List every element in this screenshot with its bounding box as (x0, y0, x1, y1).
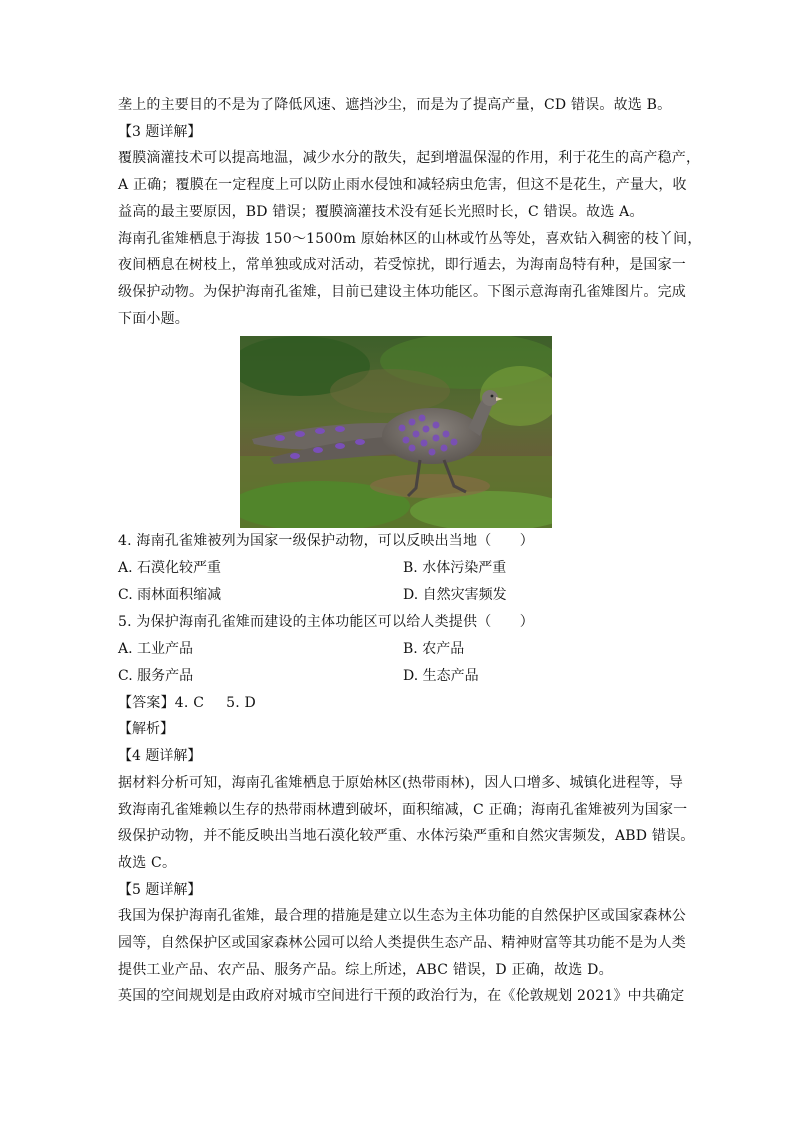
text-line: 垄上的主要目的不是为了降低风速、遮挡沙尘，而是为了提高产量，CD 错误。故选 B。 (118, 97, 672, 113)
q4-option-b: B. 水体污染严重 (403, 560, 507, 577)
answer-line (118, 690, 678, 717)
question-5-options-row-1 (118, 636, 678, 663)
q5-option-a: A. 工业产品 (118, 640, 194, 657)
peacock-pheasant-photo (240, 336, 552, 528)
text-line: 我国为保护海南孔雀雉，最合理的措施是建立以生态为主体功能的自然保护区或国家森林公 (118, 908, 686, 925)
analysis-heading: 【解析】 (118, 721, 174, 738)
text-line: 益高的最主要原因，BD 错误；覆膜滴灌技术没有延长光照时长，C 错误。故选 A。 (118, 203, 644, 220)
text-line: 致海南孔雀雉赖以生存的热带雨林遭到破坏，面积缩减，C 正确；海南孔雀雉被列为国家一 (118, 801, 688, 818)
answer-label: 【答案】4. C (118, 694, 205, 711)
question-5-options-row-2 (118, 663, 678, 690)
text-line: A 正确；覆膜在一定程度上可以防止雨水侵蚀和减轻病虫危害，但这不是花生，产量大，收 (118, 177, 687, 194)
answer-q5: 5. D (226, 694, 256, 711)
text-line: 园等，自然保护区或国家森林公园可以给人类提供生态产品、精神财富等其功能不是为人类 (118, 935, 686, 952)
question-4-options-row-2 (118, 582, 678, 609)
q4-option-d: D. 自然灾害频发 (403, 587, 507, 604)
text-line: 覆膜滴灌技术可以提高地温，减少水分的散失，起到增温保湿的作用，利于花生的高产稳产， (118, 150, 701, 167)
q4-option-c: C. 雨林面积缩减 (118, 587, 222, 604)
text-line: 故选 C。 (118, 854, 177, 871)
text-line: 夜间栖息在树枝上，常单独或成对活动，若受惊扰，即行遁去，为海南岛特有种，是国家一 (118, 257, 686, 274)
text-line: 级保护动物。为保护海南孔雀雉，目前已建设主体功能区。下图示意海南孔雀雉图片。完成 (118, 283, 686, 300)
section-heading-q5: 【5 题详解】 (118, 881, 202, 898)
q5-option-d: D. 生态产品 (403, 667, 479, 684)
section-heading-q3: 【3 题详解】 (118, 123, 202, 140)
text-line: 级保护动物，并不能反映出当地石漠化较严重、水体污染严重和自然灾害频发，ABD 错误。 (118, 828, 695, 845)
question-4-options-row-1 (118, 555, 678, 582)
q4-option-a: A. 石漠化较严重 (118, 560, 222, 577)
q5-option-c: C. 服务产品 (118, 667, 194, 684)
section-heading-q4: 【4 题详解】 (118, 748, 202, 765)
q5-option-b: B. 农产品 (403, 640, 465, 657)
text-line: 据材料分析可知，海南孔雀雉栖息于原始林区(热带雨林)，因人口增多、城镇化进程等，导 (118, 774, 684, 791)
text-line: 下面小题。 (118, 310, 189, 327)
question-4-stem: 4. 海南孔雀雉被列为国家一级保护动物，可以反映出当地（ ） (118, 533, 535, 550)
page-content (118, 92, 702, 1010)
text-line: 提供工业产品、农产品、服务产品。综上所述，ABC 错误，D 正确，故选 D。 (118, 961, 613, 978)
text-line: 海南孔雀雉栖息于海拔 150～1500m 原始林区的山林或竹丛等处，喜欢钻入稠密的枝丫间， (118, 230, 702, 247)
text-line: 英国的空间规划是由政府对城市空间进行干预的政治行为，在《伦敦规划 2021》中共确定 (118, 988, 685, 1005)
question-5-stem: 5. 为保护海南孔雀雉而建设的主体功能区可以给人类提供（ ） (118, 614, 535, 631)
